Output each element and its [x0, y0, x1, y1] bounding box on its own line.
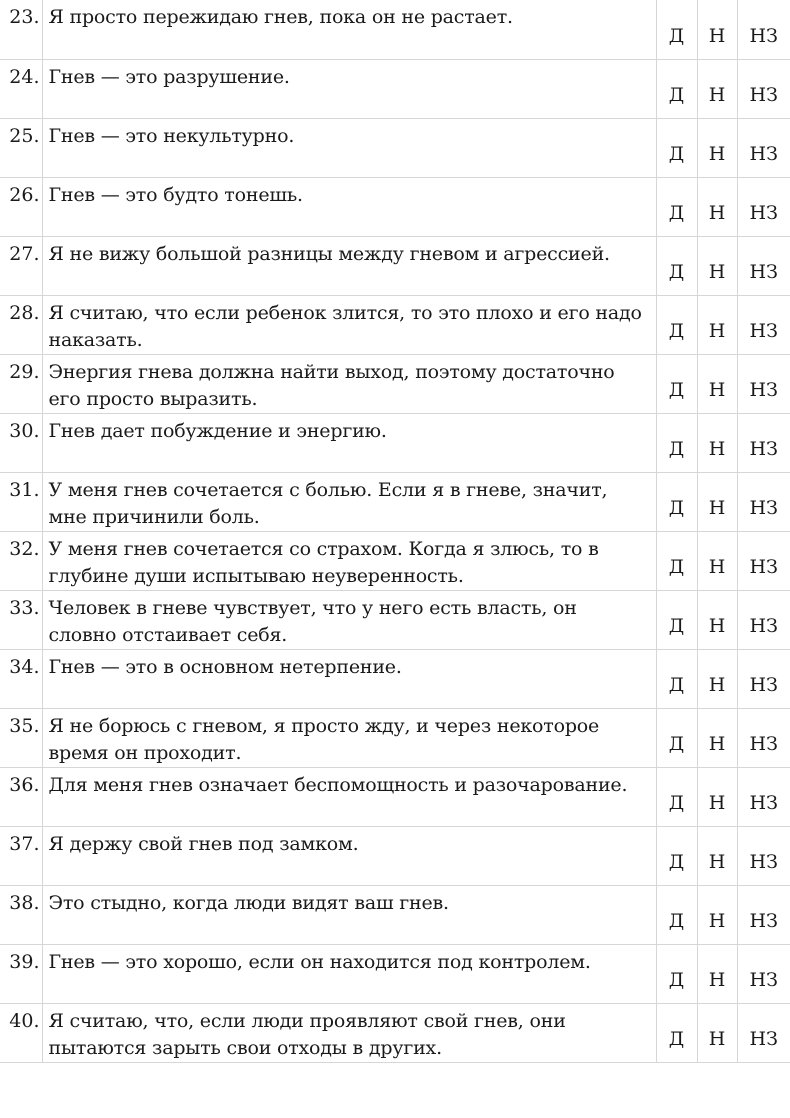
item-statement: У меня гнев сочетается со страхом. Когда я злюсь, то в глубине души испытываю неуверенность. — [42, 531, 656, 590]
answer-unknown[interactable]: НЗ — [737, 590, 790, 649]
answer-yes[interactable]: Д — [656, 1003, 697, 1062]
answer-unknown[interactable]: НЗ — [737, 885, 790, 944]
answer-yes[interactable]: Д — [656, 767, 697, 826]
item-number: 23. — [0, 0, 42, 59]
table-row — [0, 0, 790, 59]
answer-no[interactable]: Н — [697, 885, 737, 944]
answer-unknown[interactable]: НЗ — [737, 708, 790, 767]
table-row — [0, 413, 790, 472]
item-statement: Для меня гнев означает беспомощность и разочарование. — [42, 767, 656, 826]
answer-yes[interactable]: Д — [656, 649, 697, 708]
table-row — [0, 885, 790, 944]
item-statement: Я не борюсь с гневом, я просто жду, и через некоторое время он проходит. — [42, 708, 656, 767]
item-statement: Энергия гнева должна найти выход, поэтому достаточно его просто выразить. — [42, 354, 656, 413]
answer-yes[interactable]: Д — [656, 118, 697, 177]
item-statement: Я не вижу большой разницы между гневом и агрессией. — [42, 236, 656, 295]
item-number: 25. — [0, 118, 42, 177]
table-row — [0, 236, 790, 295]
item-statement: Гнев — это некультурно. — [42, 118, 656, 177]
answer-unknown[interactable]: НЗ — [737, 413, 790, 472]
item-number: 33. — [0, 590, 42, 649]
answer-no[interactable]: Н — [697, 708, 737, 767]
item-number: 29. — [0, 354, 42, 413]
answer-unknown[interactable]: НЗ — [737, 826, 790, 885]
answer-unknown[interactable]: НЗ — [737, 236, 790, 295]
answer-unknown[interactable]: НЗ — [737, 944, 790, 1003]
answer-no[interactable]: Н — [697, 236, 737, 295]
answer-yes[interactable]: Д — [656, 177, 697, 236]
answer-unknown[interactable]: НЗ — [737, 531, 790, 590]
answer-unknown[interactable]: НЗ — [737, 767, 790, 826]
answer-unknown[interactable]: НЗ — [737, 0, 790, 59]
item-number: 24. — [0, 59, 42, 118]
table-row — [0, 1003, 790, 1062]
answer-no[interactable]: Н — [697, 767, 737, 826]
answer-yes[interactable]: Д — [656, 708, 697, 767]
item-statement: Я считаю, что если ребенок злится, то это плохо и его надо наказать. — [42, 295, 656, 354]
table-row — [0, 944, 790, 1003]
table-row — [0, 826, 790, 885]
answer-no[interactable]: Н — [697, 118, 737, 177]
item-number: 28. — [0, 295, 42, 354]
item-number: 32. — [0, 531, 42, 590]
item-number: 26. — [0, 177, 42, 236]
answer-unknown[interactable]: НЗ — [737, 1003, 790, 1062]
table-row — [0, 649, 790, 708]
answer-unknown[interactable]: НЗ — [737, 649, 790, 708]
table-row — [0, 590, 790, 649]
item-number: 30. — [0, 413, 42, 472]
answer-yes[interactable]: Д — [656, 590, 697, 649]
item-statement: Гнев — это хорошо, если он находится под контролем. — [42, 944, 656, 1003]
answer-no[interactable]: Н — [697, 826, 737, 885]
table-row — [0, 118, 790, 177]
table-row — [0, 295, 790, 354]
item-number: 34. — [0, 649, 42, 708]
item-number: 36. — [0, 767, 42, 826]
item-number: 39. — [0, 944, 42, 1003]
table-row — [0, 767, 790, 826]
table-row — [0, 531, 790, 590]
answer-no[interactable]: Н — [697, 944, 737, 1003]
answer-no[interactable]: Н — [697, 0, 737, 59]
answer-unknown[interactable]: НЗ — [737, 472, 790, 531]
item-statement: Я держу свой гнев под замком. — [42, 826, 656, 885]
table-row — [0, 59, 790, 118]
answer-no[interactable]: Н — [697, 531, 737, 590]
item-statement: Гнев — это разрушение. — [42, 59, 656, 118]
answer-yes[interactable]: Д — [656, 295, 697, 354]
answer-no[interactable]: Н — [697, 413, 737, 472]
table-row — [0, 354, 790, 413]
item-number: 37. — [0, 826, 42, 885]
answer-unknown[interactable]: НЗ — [737, 118, 790, 177]
answer-yes[interactable]: Д — [656, 472, 697, 531]
answer-no[interactable]: Н — [697, 590, 737, 649]
table-row — [0, 708, 790, 767]
answer-yes[interactable]: Д — [656, 885, 697, 944]
answer-no[interactable]: Н — [697, 295, 737, 354]
answer-yes[interactable]: Д — [656, 944, 697, 1003]
answer-yes[interactable]: Д — [656, 826, 697, 885]
item-statement: Я считаю, что, если люди проявляют свой гнев, они пытаются зарыть свои отходы в других. — [42, 1003, 656, 1062]
item-number: 40. — [0, 1003, 42, 1062]
item-number: 38. — [0, 885, 42, 944]
answer-unknown[interactable]: НЗ — [737, 177, 790, 236]
answer-unknown[interactable]: НЗ — [737, 59, 790, 118]
answer-yes[interactable]: Д — [656, 0, 697, 59]
answer-yes[interactable]: Д — [656, 59, 697, 118]
item-statement: Это стыдно, когда люди видят ваш гнев. — [42, 885, 656, 944]
answer-no[interactable]: Н — [697, 177, 737, 236]
item-number: 35. — [0, 708, 42, 767]
item-statement: Я просто пережидаю гнев, пока он не растает. — [42, 0, 656, 59]
answer-unknown[interactable]: НЗ — [737, 295, 790, 354]
answer-yes[interactable]: Д — [656, 531, 697, 590]
answer-no[interactable]: Н — [697, 1003, 737, 1062]
answer-no[interactable]: Н — [697, 59, 737, 118]
answer-yes[interactable]: Д — [656, 236, 697, 295]
item-statement: Гнев — это в основном нетерпение. — [42, 649, 656, 708]
answer-no[interactable]: Н — [697, 354, 737, 413]
answer-yes[interactable]: Д — [656, 354, 697, 413]
item-statement: Человек в гневе чувствует, что у него есть власть, он словно отстаивает себя. — [42, 590, 656, 649]
item-number: 31. — [0, 472, 42, 531]
item-statement: У меня гнев сочетается с болью. Если я в гневе, значит, мне причинили боль. — [42, 472, 656, 531]
item-number: 27. — [0, 236, 42, 295]
answer-unknown[interactable]: НЗ — [737, 354, 790, 413]
answer-no[interactable]: Н — [697, 649, 737, 708]
table-row — [0, 177, 790, 236]
answer-yes[interactable]: Д — [656, 413, 697, 472]
answer-no[interactable]: Н — [697, 472, 737, 531]
table-row — [0, 472, 790, 531]
item-statement: Гнев дает побуждение и энергию. — [42, 413, 656, 472]
item-statement: Гнев — это будто тонешь. — [42, 177, 656, 236]
